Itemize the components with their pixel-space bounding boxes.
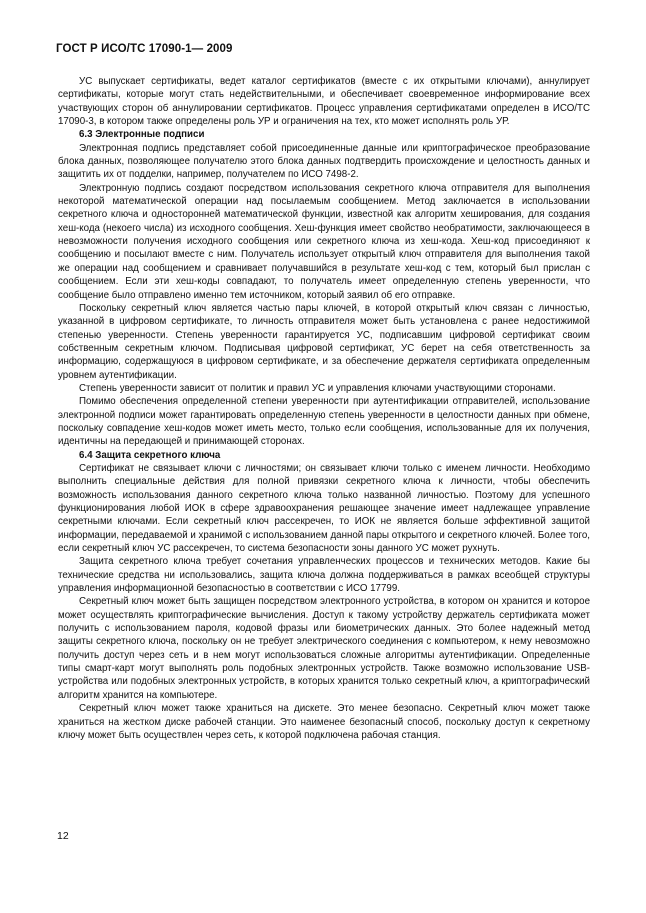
paragraph: Электронную подпись создают посредством использования секретного ключа отправителя для выполнения некоторой математической операции над посылаемым сообщением. Метод заключается в использовании секретного ключа и односторонней математической функции, известной как алгоритм хеширования, для создания хеш-кода (некоего числа) из исходного сообщения. Хеш-функция имеет свойство необратимости, заключающееся в невозможности получения исходного сообщения или секретного ключа из хеш-кода. Хеш-код присоединяют к сообщению и посылают вместе с ним. Получатель использует открытый ключ отправителя для выполнения такой же операции над сообщением и сравнивает получавшийся в результате хеш-код с тем, который был прислан с сообщением. Если эти хеш-коды совпадают, то получатель имеет определенную степень уверенности, что сообщение было отправлено именно тем источником, который заявил об его отправке. (58, 182, 590, 301)
paragraph: Помимо обеспечения определенной степени уверенности при аутентификации отправителей, использование электронной подписи может гарантировать определенную степень уверенности в целостности данных при обмене, поскольку совпадение хеш-кодов может иметь место, только если сообщения, использованные для их получения, идентичны на передающей и принимающей сторонах. (58, 396, 590, 448)
document-header: ГОСТ Р ИСО/ТС 17090-1— 2009 (56, 43, 233, 55)
paragraph: Степень уверенности зависит от политик и правил УС и управления ключами участвующими сторонами. (79, 382, 556, 394)
paragraph: Сертификат не связывает ключи с личностями; он связывает ключи только с именем личности. Необходимо выполнить специальные действия для полной привязки секретного ключа к личности, чтобы обеспечить возможность использования данного секретного ключа только названной личностью. Поэтому для успешного функционирования любой ИОК в сфере здравоохранения решающее значение имеет надлежащее управление секретными ключами. Если секретный ключ рассекречен, то ИОК не является больше эффективной защитой информации, передаваемой и хранимой с использованием данной пары открытого и секретного ключей. Более того, если секретный ключ УС рассекречен, то система безопасности зоны данного УС может рухнуть. (58, 462, 590, 555)
paragraph: Поскольку секретный ключ является частью пары ключей, в которой открытый ключ связан с личностью, указанной в цифровом сертификате, то личность отправителя может быть установлена с ранее недостижимой степенью уверенности. Степень уверенности гарантируется УС, подписавшим цифровой сертификат своим собственным секретным ключом. Подписывая цифровой сертификат, УС берет на себя ответственность за информацию, содержащуюся в цифровом сертификате, и за обеспечение держателя сертификата определенным уровнем аутентификации. (58, 302, 590, 381)
paragraph: Электронная подпись представляет собой присоединенные данные или криптографическое преобразование блока данных, позволяющее получателю этого блока данных подтвердить происхождение и целостность данных и защитить их от подделки, например, получателем по ИСО 7498-2. (58, 142, 590, 181)
page-content (58, 75, 590, 742)
paragraph: УС выпускает сертификаты, ведет каталог сертификатов (вместе с их открытыми ключами), аннулирует сертификаты, которые могут стать недействительными, и обеспечивает своевременное информирование всех участвующих сторон об аннулировании сертификатов. Процесс управления сертификатами определен в ИСО/ТС 17090-3, в котором также определены роль УР и ограничения на тех, кто может исполнять роль УР. (58, 76, 590, 128)
paragraph: Защита секретного ключа требует сочетания управленческих процессов и технических методов. Какие бы технические средства ни использовались, защита ключа должна поддерживаться в рамках всеобщей структуры управления информационной безопасностью в соответствии с ИСО 17799. (58, 556, 590, 595)
section-heading-6-4: 6.4 Защита секретного ключа (79, 449, 221, 461)
paragraph: Секретный ключ может также храниться на дискете. Это менее безопасно. Секретный ключ может также храниться на жестком диске рабочей станции. Это наименее безопасный способ, поскольку доступ к секретному ключу может быть осуществлен через сеть, к которой подключена рабочая станция. (58, 703, 590, 741)
paragraph: Секретный ключ может быть защищен посредством электронного устройства, в котором он хранится и которое может осуществлять криптографические вычисления. Доступ к такому устройству держатель сертификата может получить с использованием пароля, кодовой фразы или биометрических данных. Это более надежный метод защиты секретного ключа, поскольку он не требует электрического соединения с компьютером, к нему невозможно получить доступ через сеть и в нем могут использоваться сложные алгоритмы аутентификации. Определенные типы смарт-карт могут выполнять роль подобных электронных устройств. Также возможно использование USB-устройства или подобных электронных устройств, в которых хранится только секретный ключ, а криптографический алгоритм хранится на компьютере. (58, 596, 590, 701)
page-number: 12 (57, 830, 69, 842)
section-heading-6-3: 6.3 Электронные подписи (79, 129, 205, 141)
